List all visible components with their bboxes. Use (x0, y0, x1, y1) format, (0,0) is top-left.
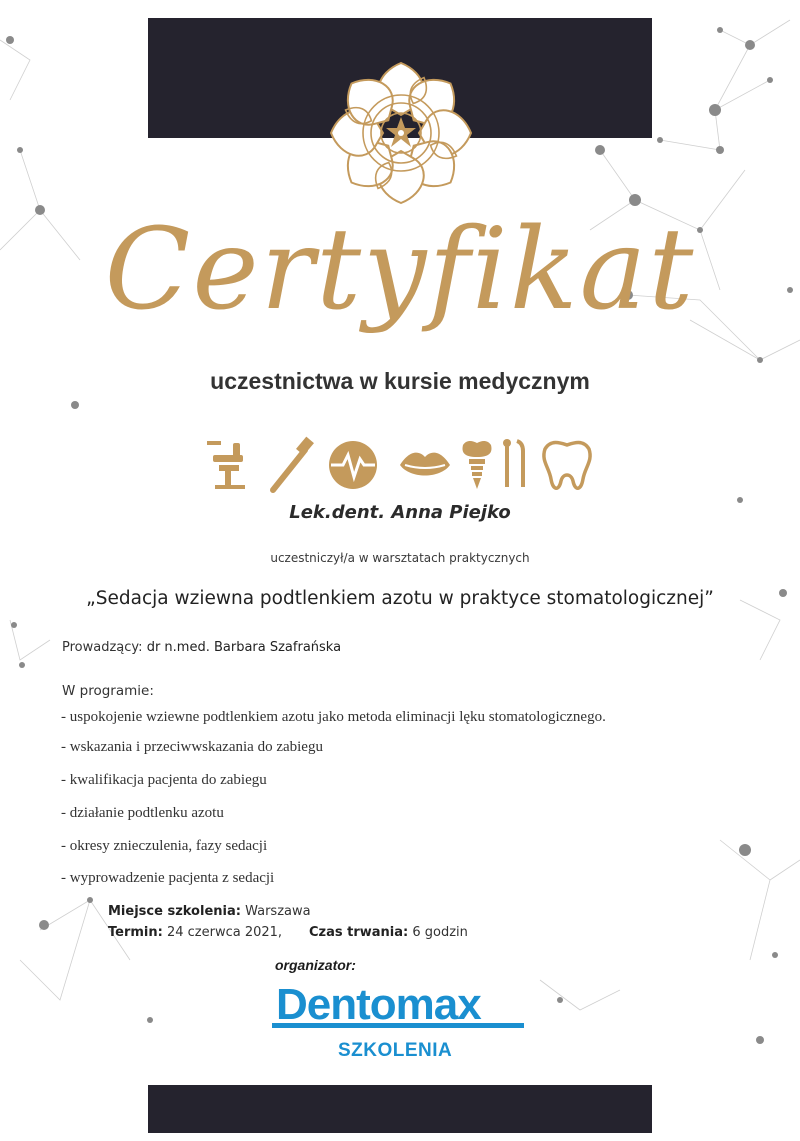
program-item: - działanie podtlenku azotu (61, 805, 224, 821)
training-duration (309, 925, 468, 940)
toothbrush-icon (273, 437, 314, 490)
program-item: - okresy znieczulenia, fazy sedacji (61, 838, 268, 854)
program-item: - uspokojenie wziewne podtlenkiem azotu jako metoda eliminacji lęku stomatologicznego. (61, 709, 606, 725)
program-item: - kwalifikacja pacjenta do zabiegu (61, 772, 267, 788)
mandala-ornament-icon (326, 58, 476, 208)
course-leader (62, 640, 341, 655)
date-label: Termin: (108, 925, 163, 940)
date-value: 24 czerwca 2021, (166, 925, 283, 940)
participant-name: Lek.dent. Anna Piejko (289, 502, 511, 523)
logo-subtext: SZKOLENIA (338, 1040, 453, 1061)
location-value: Warszawa (245, 904, 311, 919)
training-location (108, 904, 311, 919)
participation-text: uczestniczył/a w warsztatach praktycznych (270, 551, 530, 565)
leader-name: dr n.med. Barbara Szafrańska (146, 640, 342, 655)
location-label: Miejsce szkolenia: (108, 904, 241, 919)
duration-label: Czas trwania: (309, 925, 409, 940)
dental-implant-icon (463, 441, 492, 489)
dental-icons-row (205, 435, 595, 495)
training-date (108, 925, 282, 940)
course-title: „Sedacja wziewna podtlenkiem azotu w praktyce stomatologicznej” (86, 588, 714, 609)
certificate-title-text: Certyfikat (104, 205, 696, 335)
dental-chair-icon (207, 441, 245, 489)
duration-value: 6 godzin (412, 925, 468, 940)
leader-label: Prowadzący: (62, 640, 143, 655)
dental-tools-icon (503, 439, 523, 487)
lips-icon (400, 453, 450, 476)
heartbeat-icon (329, 441, 377, 489)
dentomax-logo (272, 975, 532, 1035)
certificate-subtitle: uczestnictwa w kursie medycznym (210, 368, 590, 394)
program-item: - wyprowadzenie pacjenta z sedacji (61, 870, 275, 886)
program-item: - wskazania i przeciwwskazania do zabiegu (61, 739, 323, 755)
logo-text: Dentomax (276, 980, 481, 1029)
organizer-label: organizator: (275, 957, 356, 973)
bottom-decorative-bar (148, 1085, 652, 1133)
certificate-title (0, 190, 800, 380)
program-heading: W programie: (62, 683, 154, 699)
tooth-icon (544, 443, 590, 489)
